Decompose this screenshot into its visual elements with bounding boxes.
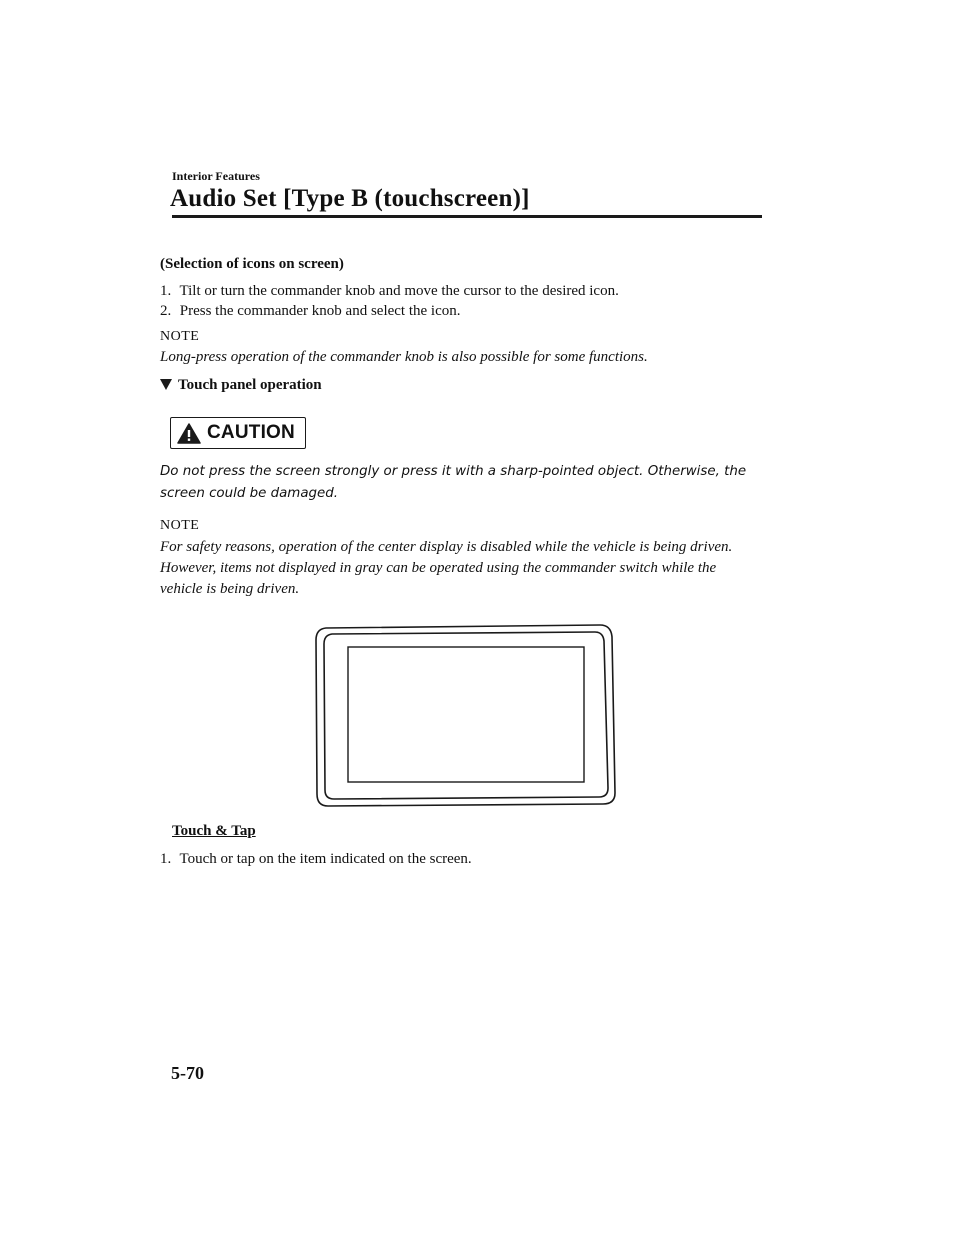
note-label: NOTE	[160, 329, 200, 344]
selection-heading: (Selection of icons on screen)	[160, 256, 344, 272]
triangle-bullet-icon	[160, 379, 172, 390]
step-number: 1.	[160, 851, 172, 867]
step-number: 1.	[160, 283, 172, 299]
touch-tap-step-1	[160, 851, 472, 868]
selection-step-2	[160, 303, 461, 320]
page-title: Audio Set [Type B (touchscreen)]	[170, 185, 530, 212]
page-number: 5-70	[171, 1063, 204, 1083]
center-display-illustration	[312, 623, 617, 808]
note-text: Long-press operation of the commander knob is also possible for some functions.	[160, 349, 648, 365]
step-text: Press the commander knob and select the icon.	[179, 303, 461, 319]
warning-icon	[177, 423, 201, 444]
selection-step-1	[160, 283, 619, 300]
note-label: NOTE	[160, 518, 200, 533]
note-text: For safety reasons, operation of the center display is disabled while the vehicle is being driven. However, items not displayed in gray can be operated using the commander switch while the vehicle is being driven.	[160, 539, 733, 597]
section-label: Interior Features	[172, 169, 260, 183]
touch-panel-heading-text: Touch panel operation	[178, 377, 322, 393]
touch-panel-heading	[160, 377, 322, 394]
step-text: Touch or tap on the item indicated on the screen.	[179, 851, 472, 867]
caution-label: CAUTION	[207, 422, 295, 443]
caution-box	[170, 417, 306, 449]
title-rule	[172, 215, 762, 218]
step-text: Tilt or turn the commander knob and move the cursor to the desired icon.	[179, 283, 619, 299]
caution-text: Do not press the screen strongly or press it with a sharp-pointed object. Otherwise, the screen could be damaged.	[160, 464, 747, 501]
step-number: 2.	[160, 303, 172, 319]
touch-tap-heading: Touch & Tap	[172, 823, 256, 839]
